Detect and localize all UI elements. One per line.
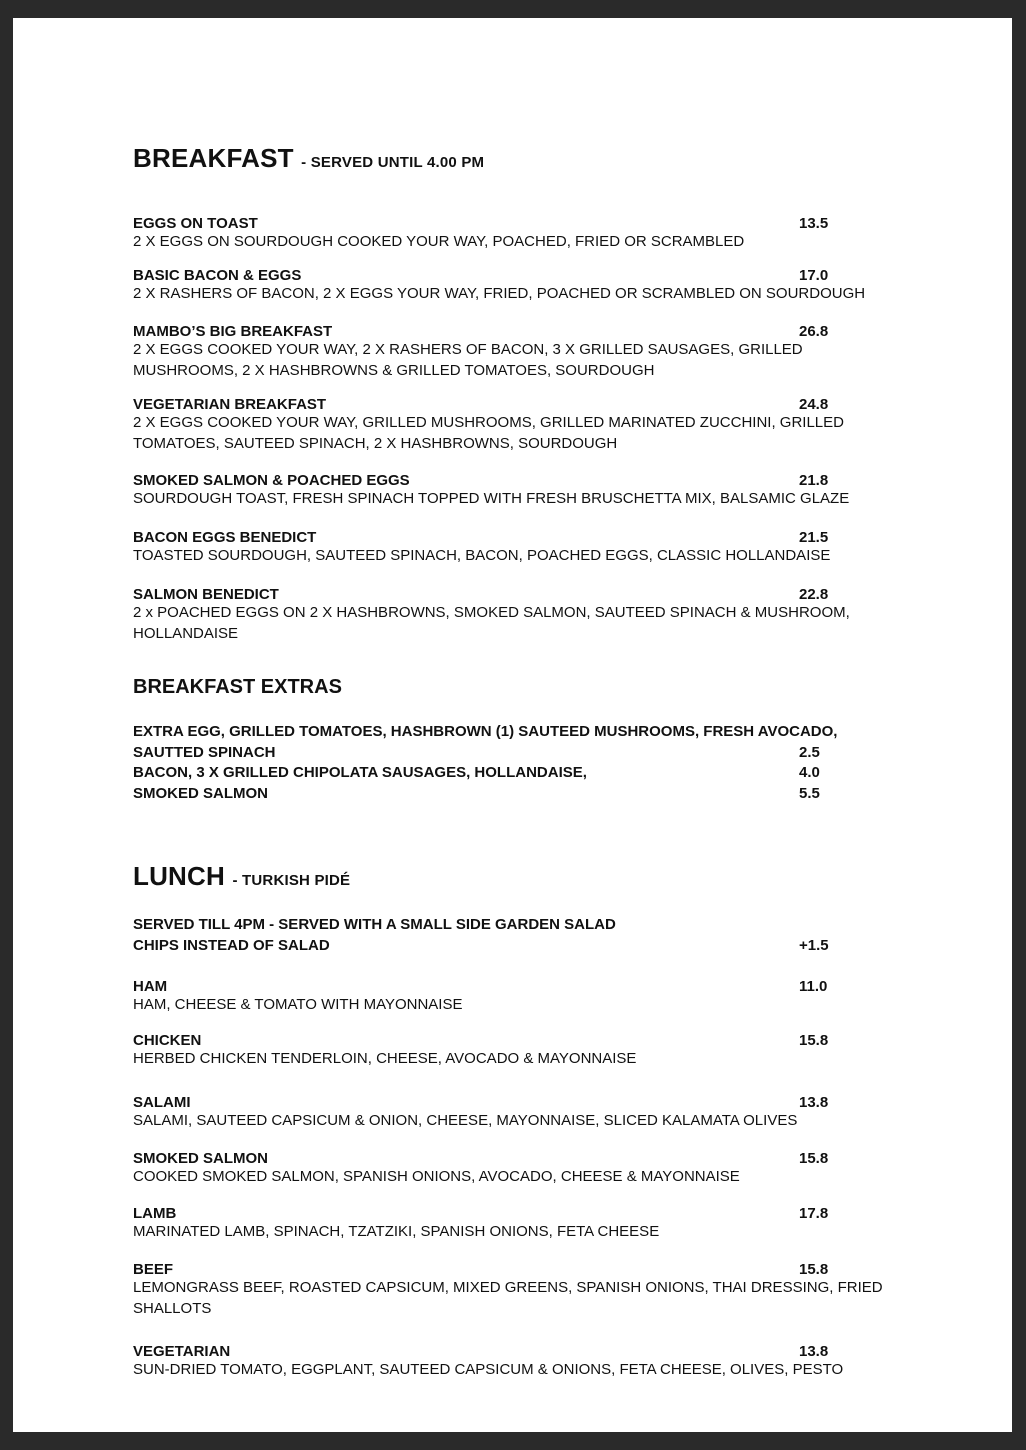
- lunch-note: [133, 936, 829, 958]
- item-price: 21.8: [799, 472, 829, 489]
- item-name: CHICKEN: [133, 1032, 202, 1049]
- menu-item: [133, 586, 850, 644]
- menu-item: [133, 1032, 829, 1070]
- item-name: SALAMI: [133, 1094, 191, 1111]
- extras-line: [133, 785, 837, 806]
- item-description: COOKED SMOKED SALMON, SPANISH ONIONS, AVOCADO, CHEESE & MAYONNAISE: [133, 1168, 740, 1185]
- lunch-note-text: CHIPS INSTEAD OF SALAD: [133, 936, 330, 954]
- menu-item: [133, 1343, 843, 1381]
- extras-text: BACON, 3 X GRILLED CHIPOLATA SAUSAGES, HOLLANDAISE,: [133, 764, 587, 781]
- extras-line: [133, 764, 837, 785]
- item-name: VEGETARIAN BREAKFAST: [133, 396, 327, 413]
- lunch-subtitle: TURKISH PIDÉ: [242, 872, 351, 889]
- item-description: HERBED CHICKEN TENDERLOIN, CHEESE, AVOCADO & MAYONNAISE: [133, 1050, 637, 1067]
- item-description: LEMONGRASS BEEF, ROASTED CAPSICUM, MIXED GREENS, SPANISH ONIONS, THAI DRESSING, FRIED: [133, 1279, 883, 1296]
- menu-page: [13, 18, 1012, 1432]
- item-description: 2 X EGGS ON SOURDOUGH COOKED YOUR WAY, POACHED, FRIED OR SCRAMBLED: [133, 233, 745, 250]
- item-price: 26.8: [799, 323, 829, 340]
- item-description: TOMATOES, SAUTEED SPINACH, 2 X HASHBROWNS, SOURDOUGH: [133, 434, 618, 452]
- extras-heading: BREAKFAST EXTRAS: [133, 676, 342, 698]
- lunch-notes: [133, 916, 829, 957]
- breakfast-subtitle: SERVED UNTIL 4.00 PM: [310, 154, 485, 171]
- item-name: MAMBO’S BIG BREAKFAST: [133, 323, 333, 340]
- item-description: HAM, CHEESE & TOMATO WITH MAYONNAISE: [133, 996, 463, 1013]
- item-name: BACON EGGS BENEDICT: [133, 529, 317, 546]
- menu-item: [133, 1261, 883, 1319]
- menu-item: [133, 529, 830, 567]
- extras-line: [133, 744, 837, 765]
- extras-text: SAUTTED SPINACH: [133, 743, 276, 761]
- item-name: HAM: [133, 978, 168, 995]
- lunch-note-price: +1.5: [799, 936, 829, 954]
- item-price: 13.8: [799, 1343, 829, 1360]
- item-name: EGGS ON TOAST: [133, 215, 258, 232]
- menu-item: [133, 1094, 829, 1132]
- item-description: MARINATED LAMB, SPINACH, TZATZIKI, SPANISH ONIONS, FETA CHEESE: [133, 1223, 660, 1240]
- extras-price: 5.5: [799, 784, 820, 802]
- item-description: 2 x POACHED EGGS ON 2 X HASHBROWNS, SMOKED SALMON, SAUTEED SPINACH & MUSHROOM,: [133, 604, 850, 621]
- extras-price: 2.5: [799, 743, 820, 761]
- menu-item: [133, 1150, 829, 1188]
- item-price: 15.8: [799, 1261, 829, 1278]
- menu-item: [133, 323, 829, 381]
- item-price: 15.8: [799, 1032, 829, 1049]
- item-price: 17.8: [799, 1205, 829, 1222]
- item-price: 21.5: [799, 529, 829, 546]
- lunch-heading: LUNCH - TURKISH PIDÉ: [133, 861, 351, 891]
- item-price: 22.8: [799, 586, 829, 603]
- item-name: SMOKED SALMON: [133, 1150, 268, 1167]
- item-price: 13.8: [799, 1094, 829, 1111]
- item-name: BEEF: [133, 1261, 174, 1278]
- menu-item: [133, 978, 828, 1016]
- lunch-note-text: SERVED TILL 4PM - SERVED WITH A SMALL SIDE GARDEN SALAD: [133, 916, 616, 933]
- menu-item: [133, 396, 844, 454]
- item-description: 2 X EGGS COOKED YOUR WAY, 2 X RASHERS OF BACON, 3 X GRILLED SAUSAGES, GRILLED: [133, 341, 803, 358]
- item-description: SALAMI, SAUTEED CAPSICUM & ONION, CHEESE, MAYONNAISE, SLICED KALAMATA OLIVES: [133, 1112, 798, 1129]
- extras-list: [133, 723, 837, 805]
- item-price: 15.8: [799, 1150, 829, 1167]
- item-description: 2 X RASHERS OF BACON, 2 X EGGS YOUR WAY, FRIED, POACHED OR SCRAMBLED ON SOURDOUGH: [133, 285, 866, 302]
- item-price: 11.0: [799, 978, 828, 995]
- lunch-title: LUNCH: [133, 861, 225, 891]
- item-description: SHALLOTS: [133, 1299, 212, 1317]
- extras-text: EXTRA EGG, GRILLED TOMATOES, HASHBROWN (1) SAUTEED MUSHROOMS, FRESH AVOCADO,: [133, 723, 838, 740]
- item-price: 24.8: [799, 396, 829, 413]
- extras-line: [133, 723, 837, 744]
- menu-item: [133, 472, 849, 510]
- item-description: TOASTED SOURDOUGH, SAUTEED SPINACH, BACON, POACHED EGGS, CLASSIC HOLLANDAISE: [133, 547, 831, 564]
- breakfast-title: BREAKFAST: [133, 143, 294, 173]
- menu-item: [133, 267, 865, 305]
- menu-item: [133, 215, 829, 253]
- item-name: VEGETARIAN: [133, 1343, 231, 1360]
- item-description: MUSHROOMS, 2 X HASHBROWNS & GRILLED TOMATOES, SOURDOUGH: [133, 361, 655, 379]
- item-price: 13.5: [799, 215, 829, 232]
- item-name: SMOKED SALMON & POACHED EGGS: [133, 472, 410, 489]
- item-description: SOURDOUGH TOAST, FRESH SPINACH TOPPED WITH FRESH BRUSCHETTA MIX, BALSAMIC GLAZE: [133, 490, 850, 507]
- extras-text: SMOKED SALMON: [133, 784, 268, 802]
- item-description: HOLLANDAISE: [133, 624, 239, 642]
- lunch-note: [133, 916, 616, 937]
- item-name: SALMON BENEDICT: [133, 586, 279, 603]
- item-name: LAMB: [133, 1205, 177, 1222]
- item-name: BASIC BACON & EGGS: [133, 267, 302, 284]
- item-description: 2 X EGGS COOKED YOUR WAY, GRILLED MUSHROOMS, GRILLED MARINATED ZUCCHINI, GRILLED: [133, 414, 844, 431]
- menu-item: [133, 1205, 829, 1243]
- item-price: 17.0: [799, 267, 829, 284]
- breakfast-heading: BREAKFAST - SERVED UNTIL 4.00 PM: [133, 143, 485, 173]
- item-description: SUN-DRIED TOMATO, EGGPLANT, SAUTEED CAPSICUM & ONIONS, FETA CHEESE, OLIVES, PESTO: [133, 1361, 844, 1378]
- extras-price: 4.0: [799, 764, 820, 781]
